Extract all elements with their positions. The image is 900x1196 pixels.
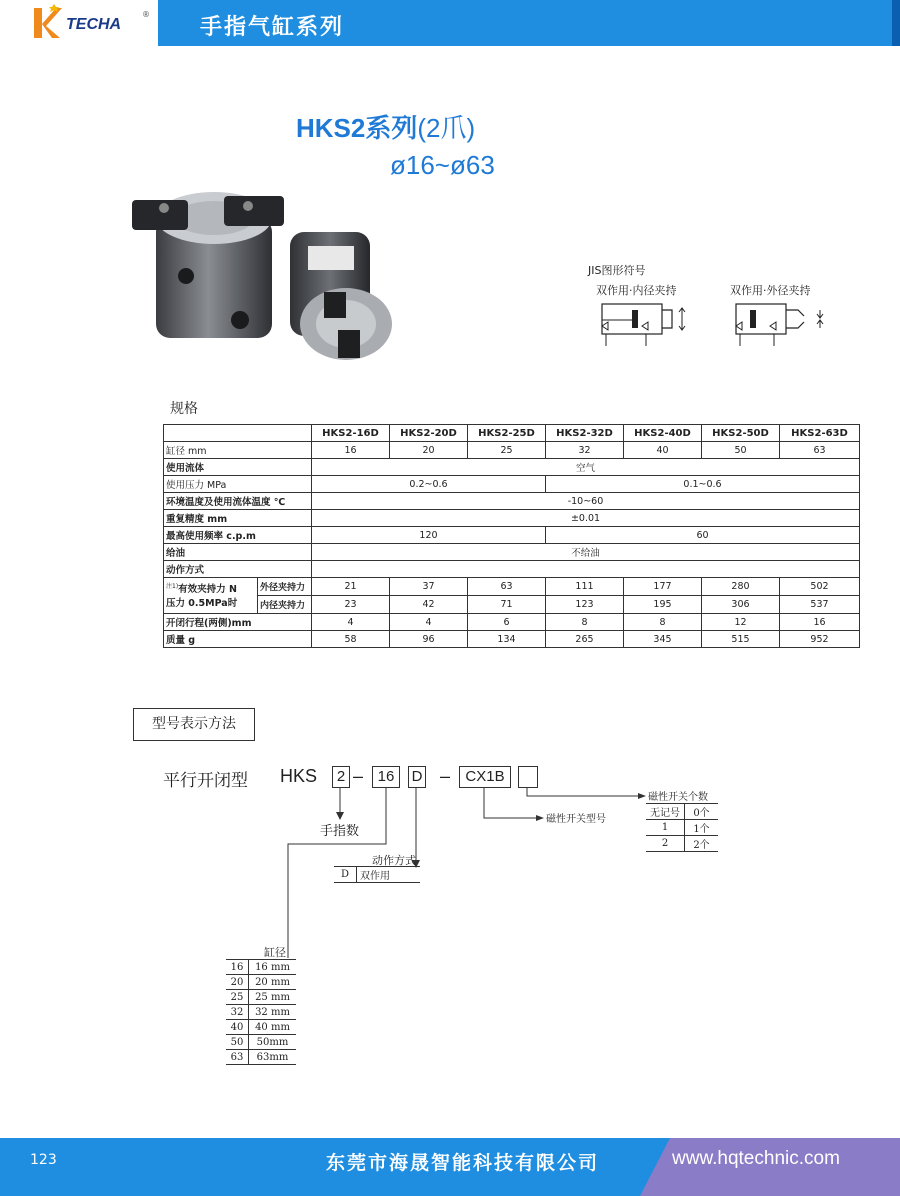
model-col: HKS2-40D bbox=[624, 425, 702, 442]
bore-row bbox=[226, 1050, 296, 1065]
cell: 0.1~0.6 bbox=[546, 476, 860, 493]
action-desc: 双作用 bbox=[357, 867, 421, 883]
model-dash-2: – bbox=[440, 766, 451, 786]
cell: 50 bbox=[702, 442, 780, 459]
bore-desc: 63mm bbox=[249, 1050, 297, 1065]
model-col: HKS2-25D bbox=[468, 425, 546, 442]
model-col: HKS2-63D bbox=[780, 425, 860, 442]
model-col: HKS2-50D bbox=[702, 425, 780, 442]
grip-label-2: 压力 0.5MPa时 bbox=[166, 598, 238, 610]
switch-count-row bbox=[646, 804, 718, 820]
cell: 23 bbox=[312, 596, 390, 614]
cell: 280 bbox=[702, 578, 780, 596]
row-label: 使用流体 bbox=[164, 459, 312, 476]
bore-desc: 25 mm bbox=[249, 990, 297, 1005]
bore-row bbox=[226, 1020, 296, 1035]
cell: 111 bbox=[546, 578, 624, 596]
jis-symbol-label: JIS图形符号 bbox=[588, 264, 646, 277]
bore-code: 50 bbox=[226, 1035, 249, 1050]
cell: 25 bbox=[468, 442, 546, 459]
bore-desc: 16 mm bbox=[249, 960, 297, 975]
row-label: 重复精度 mm bbox=[164, 510, 312, 527]
cell: 40 bbox=[624, 442, 702, 459]
bore-code: 20 bbox=[226, 975, 249, 990]
bore-desc: 50mm bbox=[249, 1035, 297, 1050]
cell: 4 bbox=[312, 614, 390, 631]
switch-count-table bbox=[646, 803, 718, 852]
cell: 4 bbox=[390, 614, 468, 631]
switch-code-box: CX1B bbox=[459, 766, 511, 788]
cell: 空气 bbox=[312, 459, 860, 476]
bore-table bbox=[226, 959, 296, 1065]
cell: 345 bbox=[624, 631, 702, 648]
row-label: 最高使用频率 c.p.m bbox=[164, 527, 312, 544]
model-notation-heading: 型号表示方法 bbox=[133, 708, 255, 741]
spec-heading: 规格 bbox=[170, 401, 198, 417]
cell: 96 bbox=[390, 631, 468, 648]
cell: 60 bbox=[546, 527, 860, 544]
bore-row bbox=[226, 960, 296, 975]
cell: 177 bbox=[624, 578, 702, 596]
cell: ±0.01 bbox=[312, 510, 860, 527]
bore-code: 25 bbox=[226, 990, 249, 1005]
cell: 515 bbox=[702, 631, 780, 648]
cell: 不给油 bbox=[312, 544, 860, 561]
cell: 32 bbox=[546, 442, 624, 459]
cell: 58 bbox=[312, 631, 390, 648]
row-label: 质量 g bbox=[164, 631, 312, 648]
page-number: 123 bbox=[30, 1152, 57, 1168]
cell: 0.2~0.6 bbox=[312, 476, 546, 493]
inner-grip-label: 内径夹持力 bbox=[258, 596, 312, 614]
cell: 537 bbox=[780, 596, 860, 614]
outer-grip-label: 外径夹持力 bbox=[258, 578, 312, 596]
finger-count-note: 手指数 bbox=[320, 824, 360, 839]
claw-count: (2爪) bbox=[417, 113, 476, 143]
cell: 8 bbox=[546, 614, 624, 631]
brand-name: TECHA bbox=[66, 16, 122, 33]
cell: 63 bbox=[468, 578, 546, 596]
cell: 952 bbox=[780, 631, 860, 648]
bore-row bbox=[226, 1035, 296, 1050]
action-code-box: D bbox=[408, 766, 426, 788]
cell: 120 bbox=[312, 527, 546, 544]
bore-row bbox=[226, 990, 296, 1005]
model-col: HKS2-16D bbox=[312, 425, 390, 442]
model-col: HKS2-32D bbox=[546, 425, 624, 442]
bore-code-box: 16 bbox=[372, 766, 400, 788]
bore-code: 32 bbox=[226, 1005, 249, 1020]
category-title: 手指气缸系列 bbox=[200, 15, 345, 40]
action-row bbox=[334, 867, 420, 883]
cell: 16 bbox=[312, 442, 390, 459]
row-label: 环境温度及使用流体温度 ℃ bbox=[164, 493, 312, 510]
bore-desc: 20 mm bbox=[249, 975, 297, 990]
trademark-symbol: ® bbox=[142, 10, 150, 19]
row-label: 使用压力 MPa bbox=[164, 476, 312, 493]
action-note: 动作方式 bbox=[372, 854, 416, 867]
footnote-mark: 注1) bbox=[166, 582, 179, 590]
cell: 123 bbox=[546, 596, 624, 614]
cell: 12 bbox=[702, 614, 780, 631]
cell: 8 bbox=[624, 614, 702, 631]
claw-code-box: 2 bbox=[332, 766, 350, 788]
switch-count-row bbox=[646, 836, 718, 852]
row-label: 给油 bbox=[164, 544, 312, 561]
website-link[interactable]: www.hqtechnic.com bbox=[672, 1148, 840, 1169]
jis-outer-label: 双作用·外径夹持 bbox=[730, 284, 811, 297]
bore-row bbox=[226, 1005, 296, 1020]
cell: 21 bbox=[312, 578, 390, 596]
bore-code: 40 bbox=[226, 1020, 249, 1035]
model-prefix: HKS bbox=[280, 766, 318, 786]
row-label: 动作方式 bbox=[164, 561, 312, 578]
cell: 37 bbox=[390, 578, 468, 596]
cell: 6 bbox=[468, 614, 546, 631]
switch-count-row bbox=[646, 820, 718, 836]
switch-count-desc: 1个 bbox=[685, 820, 719, 836]
switch-count-code: 1 bbox=[646, 820, 685, 836]
row-label: 开闭行程(两侧)mm bbox=[164, 614, 312, 631]
cell: 42 bbox=[390, 596, 468, 614]
bore-desc: 32 mm bbox=[249, 1005, 297, 1020]
cell: 71 bbox=[468, 596, 546, 614]
switch-count-code: 无记号 bbox=[646, 804, 685, 820]
company-name: 东莞市海晟智能科技有限公司 bbox=[326, 1152, 600, 1174]
action-code: D bbox=[334, 867, 357, 883]
model-type-label: 平行开闭型 bbox=[163, 771, 248, 791]
action-table bbox=[334, 866, 420, 883]
row-label: 缸径 mm bbox=[164, 442, 312, 459]
bore-code: 16 bbox=[226, 960, 249, 975]
cell: 195 bbox=[624, 596, 702, 614]
cell: 16 bbox=[780, 614, 860, 631]
switch-count-desc: 0个 bbox=[685, 804, 719, 820]
cell: 502 bbox=[780, 578, 860, 596]
bore-note: 缸径 bbox=[264, 946, 286, 959]
model-col: HKS2-20D bbox=[390, 425, 468, 442]
switch-model-note: 磁性开关型号 bbox=[546, 814, 606, 825]
cell: 306 bbox=[702, 596, 780, 614]
switch-count-code: 2 bbox=[646, 836, 685, 852]
cell: -10~60 bbox=[312, 493, 860, 510]
cell: 134 bbox=[468, 631, 546, 648]
cell: 20 bbox=[390, 442, 468, 459]
bore-row bbox=[226, 975, 296, 990]
bore-desc: 40 mm bbox=[249, 1020, 297, 1035]
model-dash: – bbox=[353, 766, 364, 786]
grip-label-1: 有效夹持力 N bbox=[178, 584, 237, 596]
cell: 265 bbox=[546, 631, 624, 648]
jis-inner-label: 双作用·内径夹持 bbox=[596, 284, 677, 297]
cell: 63 bbox=[780, 442, 860, 459]
series-name: HKS2系列 bbox=[296, 113, 418, 143]
bore-code: 63 bbox=[226, 1050, 249, 1065]
switch-count-desc: 2个 bbox=[685, 836, 719, 852]
bore-range: ø16~ø63 bbox=[390, 150, 495, 180]
switch-count-note: 磁性开关个数 bbox=[648, 792, 708, 803]
